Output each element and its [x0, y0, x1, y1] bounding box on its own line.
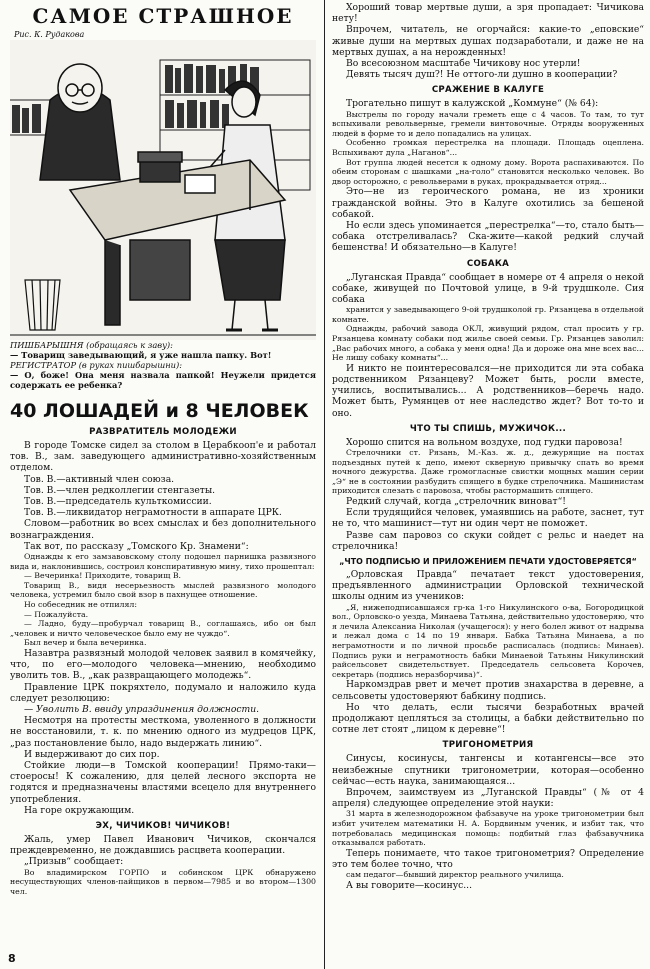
quote: „Я, нижеподписавшаяся гр-ка 1-го Никулинского о-ва, Богородицкой вол., Орловско-о уезда, Минаева Татьяна, действительно удостоверяю, что я лечила Алексаниа Николая (учащегося): у него болел живот от надрыва и лежал дома с 14 по 19 января. Бабка Татьяна Минаева, а по неграмотности и по личной просьбе расписалась (подпись: Минаев). Подпись руки и неграмотность бабки Минаевой Татьяны Никулинский райсельсовет свидетельствует. Председатель сельсовета Корочев, секретарь (подпись неразборчива)“.: [332, 602, 644, 679]
left-column: [10, 0, 316, 896]
subheading-trigonometry: ТРИГОНОМЕТРИЯ: [442, 740, 534, 751]
paragraph: Тов. В.—член редколлегии стенгазеты.: [24, 484, 216, 496]
paragraph: Трогательно пишут в калужской „Коммуне“ (№ 64):: [346, 98, 599, 110]
paragraph: Синусы, косинусы, тангенсы и котангенсы—все это неизбежные спутники тригонометрии, которая—особенно сейчас—есть наука, занимающаяся...: [332, 753, 644, 787]
right-column: [332, 2, 644, 891]
paragraph: Впрочем, читатель, не огорчайся: какие-то „еповские“ живые души на мертвых душах подзаработали, и даже не на мертвых душах, а на нерожденных!: [332, 24, 644, 58]
quote: Выстрелы по городу начали греметь еще с 4 часов. То там, то тут вспыхивали револьверные, гремели винтовочные. Отряды вооруженных людей в форме то и дело попадались на улицах.: [332, 109, 644, 138]
quote: Был вечер и была вечеринка.: [24, 638, 147, 648]
subheading-dog: СОБАКА: [466, 258, 510, 269]
paragraph: Тов. В.—активный член союза.: [24, 473, 175, 485]
quote: Стрелочники ст. Рязань, М.-Каз. ж. д., дежурящие на постах подъездных путей к депо, имеют скверную привычку спать во время ночного дежурства. Даже громогласные свистки мощных машин серии „Э“ не в состоянии разбудить спящего в будке стрелочника. Машинистам приходится слезать с паровоза, чтобы растормашить спящего.: [332, 447, 644, 496]
quote: — Ладно, буду—пробурчал товарищ В., соглашаясь, ибо он был „человек и ничто человеческое было ему не чуждо“.: [10, 619, 316, 638]
page-number: 8: [8, 952, 16, 965]
paragraph: Правление ЦРК покряхтело, подумало и наложило куда следует резолюцию:: [10, 681, 316, 704]
paragraph: Хорошо спится на вольном воздухе, под гудки паровоза!: [346, 436, 623, 448]
cartoon-title: САМОЕ СТРАШНОЕ: [32, 4, 294, 28]
paragraph: Разве сам паровоз со скуки сойдет с рельс и наедет на стрелочника!: [332, 529, 644, 552]
paragraph: На горе окружающим.: [24, 804, 135, 816]
cartoon-caption-2: РЕГИСТРАТОР (в руках пишбарышни): — О, боже! Она меня назвала папкой! Неужели придется содержать ее ребенка?: [10, 360, 316, 390]
paragraph: — Уволить В. ввиду упраздинения должности.: [24, 703, 260, 715]
quote: Но собеседник не отпилял:: [24, 600, 138, 609]
paragraph: И никто не поинтересовался—не приходится ли эта собака родственником Рязанцеву? Может быть, росли вместе, учились, воспитывались... А родственников—беречь надо. Может быть, Румянцев от нее наследство ждет? Вот то-то и оно.: [332, 362, 644, 419]
quote: Во владимирском ГОРПО и собинском ЦРК обнаружено несуществующих членов-пайщиков в первом—7985 и во втором—1300 чел.: [10, 867, 316, 896]
subheading-chichikov: ЭХ, ЧИЧИКОВ! ЧИЧИКОВ!: [95, 821, 231, 832]
subheading-sleeping: ЧТО ТЫ СПИШЬ, МУЖИЧОК...: [409, 423, 567, 434]
paragraph: Но если здесь упоминается „перестрелка“—то, стало быть—собака отстреливалась? Ска-жите—какой редкий случай бешенства! И обязательно—в Калуге!: [332, 219, 644, 254]
paragraph: Хороший товар мертвые души, а зря пропадает: Чичикова нету!: [332, 2, 644, 25]
paragraph: Тов. В.—ликвидатор неграмотности в аппарате ЦРК.: [24, 507, 282, 519]
quote: хранится у заведывающего 9-ой трудшколой гр. Рязанцева в отдельной комнате.: [332, 305, 644, 324]
paragraph: Девять тысяч душ?! Не оттого-ли душно в кооперации?: [346, 69, 618, 81]
paragraph: Тов. В.—председатель культкомиссии.: [24, 496, 212, 508]
paragraph: Стойкие люди—в Томской кооперации! Прямо-таки—стоеросы! К сожалению, для целей лесного экспорта не годятся и предназначены властями всецело для внутреннего употребления.: [10, 760, 316, 805]
paragraph: „Луганская Правда“ сообщает в номере от 4 апреля о некой собаке, живущей по Почтовой улице, в 9-й трудшколе. Сия собака: [332, 271, 644, 305]
quote: — Вечеринка! Приходите, товарищ В.: [24, 571, 182, 581]
subheading-corrupter: РАЗВРАТИТЕЛЬ МОЛОДЕЖИ: [89, 427, 237, 437]
paragraph: „Орловская Правда“ печатает текст удостоверения, предъявленного администрации Орловской технической школы одним из учеников:: [332, 568, 644, 603]
paragraph: И выдерживают до сих пор.: [24, 748, 160, 760]
quote: Особенно громкая перестрелка на площади. Площадь оцеплена. Вспыхивают дула „Наганов“...: [332, 138, 644, 157]
paragraph: Это—не из героического романа, не из хроники гражданской войны. Это в Калуге охотились за бешеной собакой.: [332, 186, 644, 220]
paragraph: Наркомздрав рвет и мечет против знахарства в деревне, а сельсоветы удостоверяют бабкину подпись.: [332, 679, 644, 702]
paragraph: Несмотря на протесты месткома, уволенного в должности не восстановили, т. к. по мнению одного из мудрецов ЦРК, „раз постановление было, надо выдержать линию“.: [10, 715, 316, 749]
paragraph: Словом—работник во всех смыслах и без дополнительного вознаграждения.: [10, 518, 316, 541]
paragraph: Впрочем, заимствуем из „Луганской Правды“ (№ от 4 апреля) следующее определение этой науки:: [332, 786, 644, 810]
paragraph: „Призыв“ сообщает:: [24, 856, 124, 868]
paragraph: Жаль, умер Павел Иванович Чичиков, скончался преждевременно, не дождавшись расцвета кооперации.: [10, 834, 316, 857]
subheading-certified: „ЧТО ПОДПИСЬЮ И ПРИЛОЖЕНИЕМ ПЕЧАТИ УДОСТОВЕРЯЕТСЯ“: [339, 556, 637, 566]
cartoon-caption-1: ПИШБАРЫШНЯ (обращаясь к заву): — Товарищ заведывающий, я уже нашла папку. Вот!: [10, 340, 272, 360]
paragraph: Во всесоюзном масштабе Чичикову нос утерли!: [346, 58, 581, 70]
paragraph: Но что делать, если тысячи безработных врачей продолжают цепляться за столицы, а бабки действительно по сотне лет стоят „лицом к деревне“!: [332, 701, 644, 736]
article-heading-horses: 40 ЛОШАДЕЙ и 8 ЧЕЛОВЕК: [10, 400, 309, 422]
quote: 31 марта в железнодорожном фабзавуче на уроке тригонометрии был избит учителем математики Н. А. Бордвиным ученик, и избит так, что потребовалась медицинская помощь: подбитый глаз фабзавучника отказывался работать.: [332, 809, 644, 848]
paragraph: А вы говорите—косинус...: [346, 879, 473, 891]
quote: Однажды, рабочий завода ОКЛ, живущий рядом, стал просить у гр. Рязанцева комнату собаки под жилье своей семьи. Гр. Рязанцев заволил: „Вас рабочих много, а собака у меня одна! Да и дороже она мне всех вас... Не лишу собаку комнаты“...: [332, 324, 644, 363]
paragraph: Так вот, по рассказу „Томского Кр. Знамени“:: [24, 540, 249, 552]
paragraph: Если трудящийся человек, умаявшись на работе, заснет, тут не то, что машинист—тут ни один черт не поможет.: [332, 507, 645, 530]
quote: Однажды к его замзавовскому столу подошел парнишка развязного вида и, наклонившись, состроил конспиративную мину, тихо прошептал:: [10, 552, 316, 571]
cartoon-illustration: [10, 40, 316, 340]
paragraph: В городе Томске сидел за столом в Церабкооп'е и работал тов. В., зам. заведующего административно-хозяйственным отделом.: [10, 440, 316, 474]
paragraph: Редкий случай, когда „стрелочник виноват“!: [346, 495, 566, 507]
quote: Вот группа людей несется к одному дому. Ворота распахиваются. По обеим сторонам с шашками „на-голо“ становятся несколько человек. Во двор осторожно, с револьверами в руках, прокрадывается отряд...: [332, 157, 644, 186]
paragraph: Назавтра развязный молодой человек заявил в комячейку, что, по его—молодого человека—мнению, необходимо уволить тов. В., „как развращающего молодежь“.: [10, 647, 316, 682]
paragraph: Теперь понимаете, что такое тригонометрия? Определение это тем более точно, что: [332, 847, 644, 870]
column-divider: [324, 0, 325, 969]
subheading-kaluga: СРАЖЕНИЕ В КАЛУГЕ: [431, 85, 545, 96]
quote: Товарищ В., видя несерьезность мыслей развязного молодого человека, устремил было свой взор в пахнущее отношение.: [10, 580, 316, 600]
cartoon-artist-credit: Рис. К. Рудакова: [14, 30, 85, 39]
quote: сам педагог—бывший директор реального училища.: [346, 870, 564, 880]
quote: — Пожалуйста.: [24, 609, 89, 619]
